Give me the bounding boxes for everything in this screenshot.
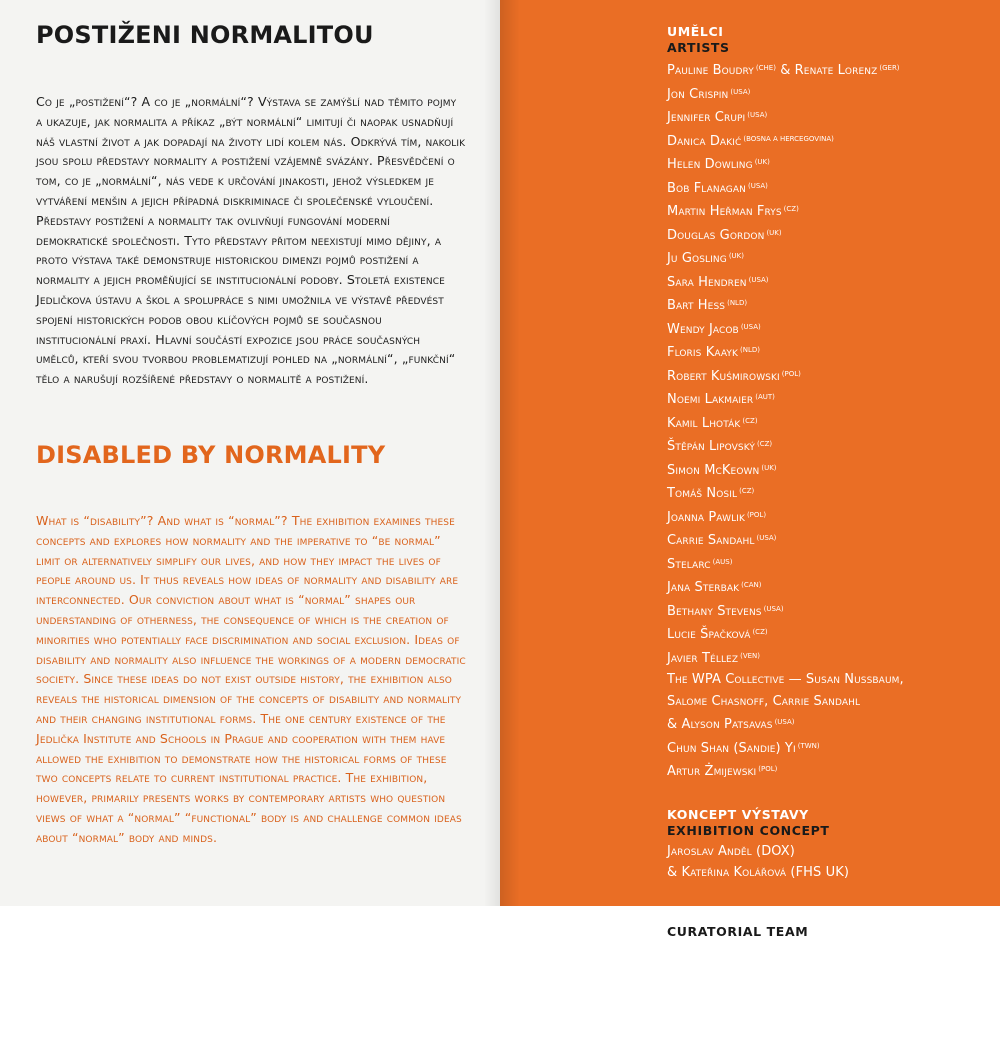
artist-name: Simon McKeown xyxy=(667,463,759,478)
artist-country: (USA) xyxy=(749,276,769,284)
artist-entry xyxy=(667,505,977,529)
artist-country: (POL) xyxy=(782,370,801,378)
artist-entry xyxy=(667,599,977,623)
artist-country: (UK) xyxy=(729,252,744,260)
artist-country: (CZ) xyxy=(784,205,799,213)
artist-name: Jon Crispin xyxy=(667,87,728,102)
artist-entry xyxy=(667,152,977,176)
artist-name: Artur Żmijewski xyxy=(667,764,756,779)
artist-name: Noemi Lakmaier xyxy=(667,392,753,407)
artist-name: Jennifer Crupi xyxy=(667,110,745,125)
artist-name: Chun Shan (Sandie) Yi xyxy=(667,741,796,756)
artist-entry xyxy=(667,364,977,388)
artist-name: Helen Dowling xyxy=(667,157,753,172)
czech-title: POSTIŽENI NORMALITOU xyxy=(36,24,456,47)
artist-name: Salome Chasnoff, Carrie Sandahl xyxy=(667,694,860,709)
artist-entry xyxy=(667,481,977,505)
artist-country: (AUT) xyxy=(755,393,775,401)
artist-entry xyxy=(667,434,977,458)
concept-credit: & Kateřina Kolářová (FHS UK) xyxy=(667,862,977,884)
artist-entry xyxy=(667,82,977,106)
artist-country: (UK) xyxy=(755,158,770,166)
artist-name: Martin Heřman Frys xyxy=(667,204,782,219)
artist-name: Jana Sterbak xyxy=(667,580,739,595)
artist-name: Kamil Lhoták xyxy=(667,416,740,431)
artist-entry xyxy=(667,340,977,364)
artist-name: Wendy Jacob xyxy=(667,322,739,337)
artist-country: (VEN) xyxy=(740,652,760,660)
artist-name: & Alyson Patsavas xyxy=(667,717,773,732)
artist-country: (CHE) xyxy=(756,64,776,72)
artist-country: (POL) xyxy=(758,765,777,773)
artist-entry xyxy=(667,176,977,200)
curator-name: Michaela Šilpochová (DOX) xyxy=(667,963,977,985)
artist-name: Douglas Gordon xyxy=(667,228,764,243)
curator-name: Jan Pičman (JÚŠ) xyxy=(667,1006,977,1028)
artist-name: Joanna Pawlik xyxy=(667,510,745,525)
artist-country: (CZ) xyxy=(742,417,757,425)
artist-country: (CZ) xyxy=(739,487,754,495)
artist-entry xyxy=(667,105,977,129)
artist-country: (USA) xyxy=(730,88,750,96)
artist-name: Sara Hendren xyxy=(667,275,747,290)
artist-name: Ju Gosling xyxy=(667,251,727,266)
artist-name: Pauline Boudry xyxy=(667,63,754,78)
artists-heading-cz: UMĚLCI xyxy=(667,24,977,40)
artist-name: The WPA Collective — Susan Nussbaum, xyxy=(667,672,904,687)
right-page-shadow xyxy=(500,0,520,906)
curator-name: Leoš Válka (DOX) xyxy=(667,942,977,964)
artist-country: (CAN) xyxy=(741,581,761,589)
artist-list xyxy=(667,58,977,783)
artist-country: (UK) xyxy=(766,229,781,237)
artist-country: (USA) xyxy=(756,534,776,542)
artist-entry xyxy=(667,759,977,783)
artist-country: (AUS) xyxy=(713,558,733,566)
artist-name: Javier Téllez xyxy=(667,651,738,666)
artist-country: (NLD) xyxy=(727,299,747,307)
artists-heading-en: ARTISTS xyxy=(667,40,977,56)
artist-name: & Renate Lorenz xyxy=(780,63,877,78)
artist-name: Bob Flanagan xyxy=(667,181,746,196)
artist-entry xyxy=(667,199,977,223)
artist-entry xyxy=(667,387,977,411)
curator-name: Andrea Hutková (JÚŠ) xyxy=(667,985,977,1007)
artist-entry xyxy=(667,317,977,341)
english-body-text: What is “disability”? And what is “normal”? The exhibition examines these concepts and explores how normality and the imperative to “be normal” limit or alternatively simplify our lives, and how they impact the lives of people around us. It thus reveals how ideas of normality and disability are interconnected. Our conviction about what is “normal” shapes our understanding of otherness, the consequence of which is the creation of minorities who potentially face discrimination and social exclusion. Ideas of disability and normality also influence the workings of a modern democratic society. Since these ideas do not exist outside history, the exhibition also reveals the historical dimension of the concepts of disability and normality and their changing institutional forms. The one century existence of the Jedlička Institute and Schools in Prague and cooperation with them have allowed the exhibition to demonstrate how the historical forms of these two concepts relate to current institutional practice. The exhibition, however, primarily presents works by contemporary artists who question views of what a “normal” “functional” body is and challenge common ideas about “normal” body and minds. xyxy=(36,511,466,848)
credits-column xyxy=(667,24,977,1049)
artist-name: Bart Hess xyxy=(667,298,725,313)
artist-entry xyxy=(667,691,977,713)
czech-body-text: Co je „postižení“? A co je „normální“? Výstava se zamýšlí nad těmito pojmy a ukazuje, jak normalita a příkaz „být normální“ limitují či naopak usnadňují náš vlastní život a jak dopadají na životy lidí kolem nás. Odkrývá tím, nakolik jsou spolu představy normality a postižení vzájemně svázány. Přesvědčení o tom, co je „normální“, nás vede k určování jinakosti, jehož výsledkem je vytváření menšin a jejich případná diskriminace či společenské vyloučení. Představy postižení a normality tak ovlivňují fungování moderní demokratické společnosti. Tyto představy přitom neexistují mimo dějiny, a proto výstava také demonstruje historickou dimenzi pojmů postižení a normality a jejich proměňující se institucionální podoby. Stoletá existence Jedličkova ústavu a škol a spolupráce s nimi umožnila ve výstavě předvést spojení historických podob obou klíčových pojmů se současnou institucionální praxí. Hlavní součástí expozice jsou práce současných umělců, kteří svou tvorbou problematizují pohled na „normální“, „funkční“ tělo a narušují rozšířené představy o normalitě a postižení. xyxy=(36,92,466,389)
artist-country: (POL) xyxy=(747,511,766,519)
artist-entry xyxy=(667,293,977,317)
concept-block xyxy=(667,807,977,884)
artist-name: Bethany Stevens xyxy=(667,604,762,619)
artist-entry xyxy=(667,622,977,646)
artist-name: Tomáš Nosil xyxy=(667,486,737,501)
artist-entry xyxy=(667,669,977,691)
concept-heading-en: EXHIBITION CONCEPT xyxy=(667,823,977,839)
artist-entry xyxy=(667,129,977,153)
artist-country: (GER) xyxy=(879,64,899,72)
artist-country: (NLD) xyxy=(740,346,760,354)
curator-name: Filip Herza (FHS UK) xyxy=(667,1028,977,1049)
curatorial-heading-en: CURATORIAL TEAM xyxy=(667,924,977,940)
artist-country: (UK) xyxy=(761,464,776,472)
artist-country: (USA) xyxy=(741,323,761,331)
artist-name: Danica Dakić xyxy=(667,134,741,149)
curatorial-block xyxy=(667,908,977,1049)
artist-country: (USA) xyxy=(747,111,767,119)
artist-entry xyxy=(667,270,977,294)
artist-entry xyxy=(667,552,977,576)
artist-country: (BOSNA A HERCEGOVINA) xyxy=(743,135,834,143)
artist-entry xyxy=(667,458,977,482)
artist-country: (USA) xyxy=(775,718,795,726)
artist-name: Robert Kuśmirowski xyxy=(667,369,780,384)
artist-name: Lucie Špačková xyxy=(667,627,750,642)
artist-entry xyxy=(667,712,977,736)
artist-country: (USA) xyxy=(748,182,768,190)
artist-name: Stelarc xyxy=(667,557,711,572)
artist-name: Štěpán Lipovský xyxy=(667,439,755,454)
artist-entry xyxy=(667,223,977,247)
artist-name: Carrie Sandahl xyxy=(667,533,754,548)
artist-country: (USA) xyxy=(764,605,784,613)
artist-entry xyxy=(667,246,977,270)
artist-entry xyxy=(667,528,977,552)
artist-name: Floris Kaayk xyxy=(667,345,738,360)
page-fold xyxy=(484,0,500,906)
concept-credit: Jaroslav Anděl (DOX) xyxy=(667,841,977,863)
artist-entry xyxy=(667,58,977,82)
artist-entry xyxy=(667,646,977,670)
artist-entry xyxy=(667,736,977,760)
artist-entry xyxy=(667,575,977,599)
artist-entry xyxy=(667,411,977,435)
english-title: DISABLED BY NORMALITY xyxy=(36,444,456,467)
artist-country: (CZ) xyxy=(757,440,772,448)
artist-country: (TWN) xyxy=(798,742,820,750)
artist-country: (CZ) xyxy=(752,628,767,636)
concept-heading-cz: KONCEPT VÝSTAVY xyxy=(667,807,977,823)
curatorial-heading-cz: KURÁTORSKÝ TÝM xyxy=(667,908,977,924)
